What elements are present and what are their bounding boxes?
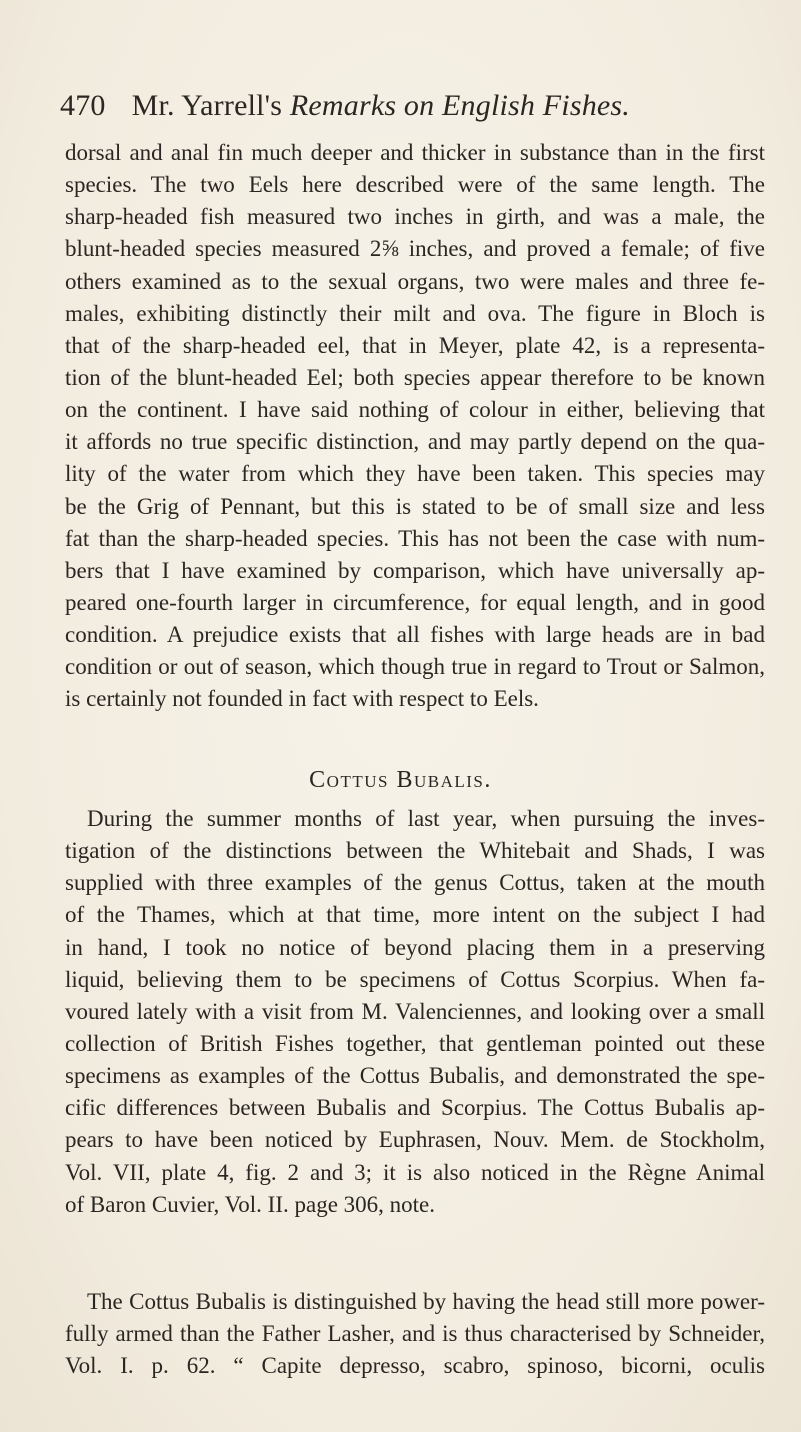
paragraph-cottus-intro bbox=[65, 803, 765, 1221]
text-line: cific differences between Bubalis and Scorpius. The Cottus Bubalis ap- bbox=[65, 1095, 765, 1121]
text-line: Vol. I. p. 62. “ Capite depresso, scabro, spinoso, bicorni, oculis bbox=[65, 1353, 765, 1379]
text-line: that of the sharp-headed eel, that in Meyer, plate 42, is a representa- bbox=[65, 332, 765, 358]
text-line: bers that I have examined by comparison, which have universally ap- bbox=[65, 557, 765, 583]
text-line: sharp-headed fish measured two inches in girth, and was a male, the bbox=[65, 204, 765, 230]
text-line: tion of the blunt-headed Eel; both species appear therefore to be known bbox=[65, 364, 765, 390]
text-line: be the Grig of Pennant, but this is stated to be of small size and less bbox=[65, 493, 765, 519]
text-line: males, exhibiting distinctly their milt and ova. The figure in Bloch is bbox=[65, 300, 765, 326]
text-line: supplied with three examples of the genus Cottus, taken at the mouth bbox=[65, 870, 765, 896]
text-line: blunt-headed species measured 2⅝ inches, and proved a female; of five bbox=[65, 236, 765, 262]
running-header bbox=[60, 88, 760, 124]
text-line: specimens as examples of the Cottus Bubalis, and demonstrated the spe- bbox=[65, 1063, 765, 1089]
text-line: others examined as to the sexual organs, two were males and three fe- bbox=[65, 268, 765, 294]
page-number: 470 bbox=[60, 89, 106, 122]
text-line: species. The two Eels here described were of the same length. The bbox=[65, 172, 765, 198]
header-author: Mr. Yarrell's bbox=[131, 89, 283, 122]
text-line: it affords no true specific distinction, and may partly depend on the qua- bbox=[65, 429, 765, 455]
text-line: dorsal and anal fin much deeper and thicker in substance than in the first bbox=[65, 140, 765, 165]
text-line: Vol. VII, plate 4, fig. 2 and 3; it is also noticed in the Règne Animal bbox=[65, 1159, 765, 1185]
text-line: is certainly not founded in fact with respect to Eels. bbox=[65, 686, 539, 712]
text-line: tigation of the distinctions between the Whitebait and Shads, I was bbox=[65, 838, 765, 864]
text-line: The Cottus Bubalis is distinguished by having the head still more power- bbox=[87, 1289, 765, 1314]
text-line: lity of the water from which they have been taken. This species may bbox=[65, 461, 765, 487]
text-line: pears to have been noticed by Euphrasen, Nouv. Mem. de Stockholm, bbox=[65, 1127, 765, 1153]
text-line: in hand, I took no notice of beyond placing them in a preserving bbox=[65, 934, 765, 960]
text-line: peared one-fourth larger in circumference, for equal length, and in good bbox=[65, 589, 765, 615]
text-line: voured lately with a visit from M. Valenciennes, and looking over a small bbox=[65, 998, 765, 1024]
text-line: of the Thames, which at that time, more intent on the subject I had bbox=[65, 902, 765, 928]
text-line: liquid, believing them to be specimens of Cottus Scorpius. When fa- bbox=[65, 966, 765, 992]
text-line: collection of British Fishes together, that gentleman pointed out these bbox=[65, 1030, 765, 1056]
section-heading: Cottus Bubalis. bbox=[309, 767, 492, 793]
text-line: on the continent. I have said nothing of colour in either, believing that bbox=[65, 397, 765, 423]
paragraph-cottus-description bbox=[65, 1286, 765, 1382]
text-line: During the summer months of last year, when pursuing the inves- bbox=[87, 806, 765, 831]
text-line: fully armed than the Father Lasher, and is thus characterised by Schneider, bbox=[65, 1321, 765, 1347]
text-line: fat than the sharp-headed species. This has not been the case with num- bbox=[65, 525, 765, 551]
text-line: of Baron Cuvier, Vol. II. page 306, note. bbox=[65, 1191, 435, 1217]
header-title: Remarks on English Fishes. bbox=[289, 89, 631, 122]
paragraph-eels bbox=[65, 137, 765, 716]
text-line: condition. A prejudice exists that all fishes with large heads are in bad bbox=[65, 622, 765, 648]
text-line: condition or out of season, which though true in regard to Trout or Salmon, bbox=[65, 654, 765, 680]
